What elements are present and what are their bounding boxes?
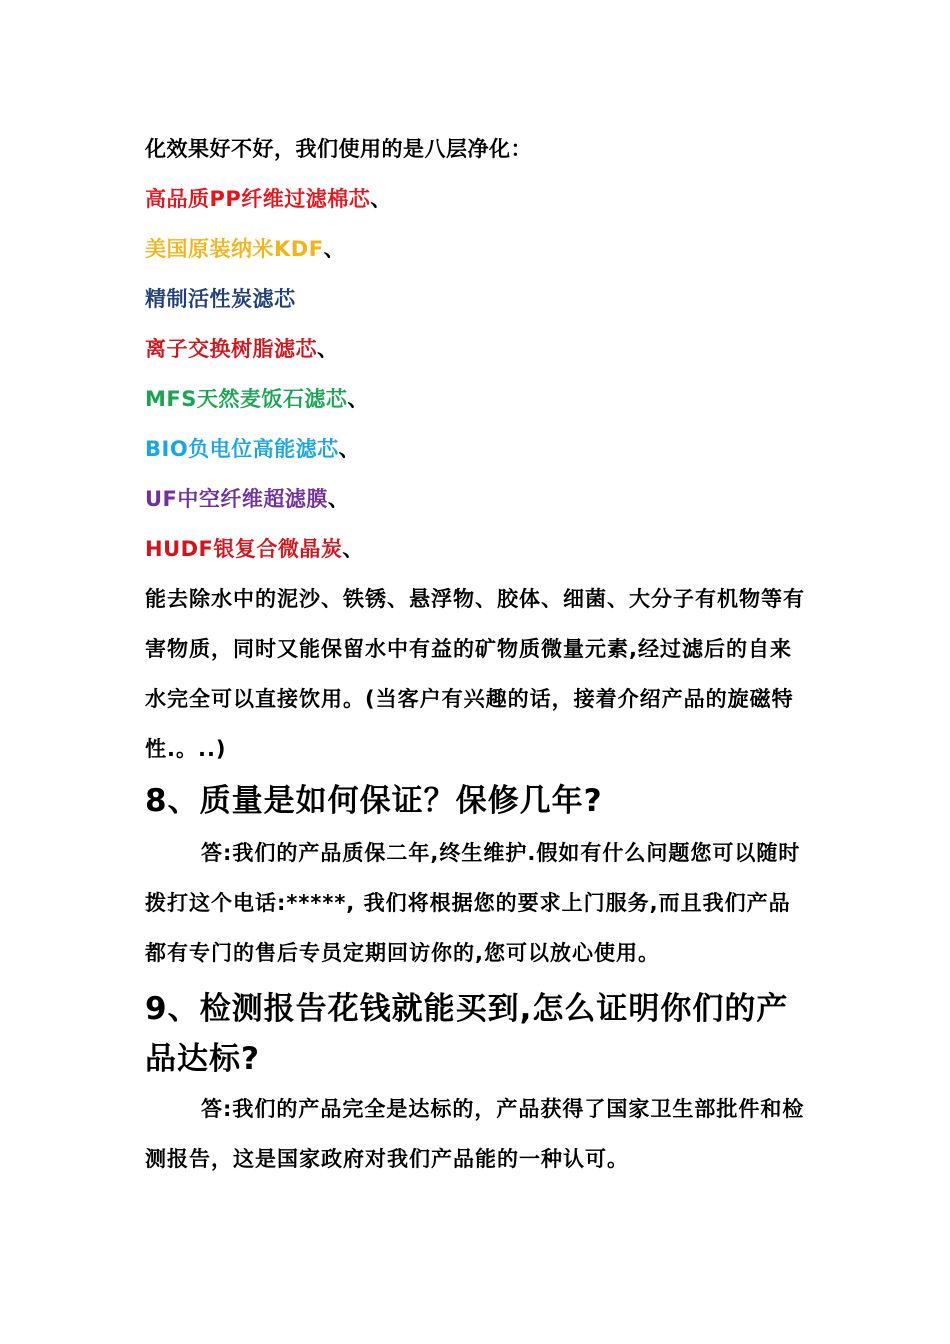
filter-item bbox=[145, 224, 810, 274]
filter-item-text: BIO负电位高能滤芯 bbox=[145, 437, 339, 461]
filter-item-separator: 、 bbox=[338, 437, 361, 461]
filter-item-separator: 、 bbox=[347, 387, 369, 411]
filter-item-separator: 、 bbox=[370, 187, 392, 211]
effect-paragraph: 能去除水中的泥沙、铁锈、悬浮物、胶体、细菌、大分子有机物等有害物质，同时又能保留水中有益的矿物质微量元素,经过滤后的自来水完全可以直接饮用。(当客户有兴趣的话，接着介绍产品的旋磁特性.。..) bbox=[145, 587, 805, 761]
filter-item bbox=[145, 174, 810, 224]
filter-item-separator: 、 bbox=[323, 237, 346, 261]
filter-item-text: 离子交换树脂滤芯 bbox=[145, 337, 317, 361]
question-9-answer: 答:我们的产品完全是达标的，产品获得了国家卫生部批件和检测报告，这是国家政府对我们产品能的一种认可。 bbox=[145, 1097, 805, 1171]
filter-item bbox=[145, 374, 810, 424]
filter-item-text: 高品质PP纤维过滤棉芯 bbox=[145, 187, 371, 211]
intro-line: 化效果好不好，我们使用的是八层净化： bbox=[145, 137, 532, 161]
document-body bbox=[145, 124, 810, 1184]
filter-item-separator: 、 bbox=[342, 537, 364, 561]
filter-item bbox=[145, 324, 810, 374]
filter-list bbox=[145, 174, 810, 574]
filter-item-text: MFS天然麦饭石滤芯 bbox=[145, 387, 348, 411]
question-8-heading: 8、质量是如何保证？保修几年? bbox=[145, 783, 603, 819]
filter-item bbox=[145, 474, 810, 524]
filter-item-separator: 、 bbox=[327, 487, 350, 511]
filter-item bbox=[145, 274, 810, 324]
filter-item-text: 美国原装纳米KDF bbox=[145, 237, 324, 261]
filter-item-text: UF中空纤维超滤膜 bbox=[145, 487, 328, 511]
filter-item bbox=[145, 524, 810, 574]
filter-item-separator: 、 bbox=[317, 337, 339, 361]
filter-item-text: HUDF银复合微晶炭 bbox=[145, 537, 343, 561]
filter-item bbox=[145, 424, 810, 474]
question-8-answer: 答:我们的产品质保二年,终生维护.假如有什么问题您可以随时拨打这个电话:*****, 我们将根据您的要求上门服务,而且我们产品都有专门的售后专员定期回访你的,您可以放心使用。 bbox=[145, 841, 801, 965]
question-9-heading: 9、检测报告花钱就能买到,怎么证明你们的产品达标? bbox=[145, 991, 789, 1077]
filter-item-text: 精制活性炭滤芯 bbox=[145, 287, 296, 311]
